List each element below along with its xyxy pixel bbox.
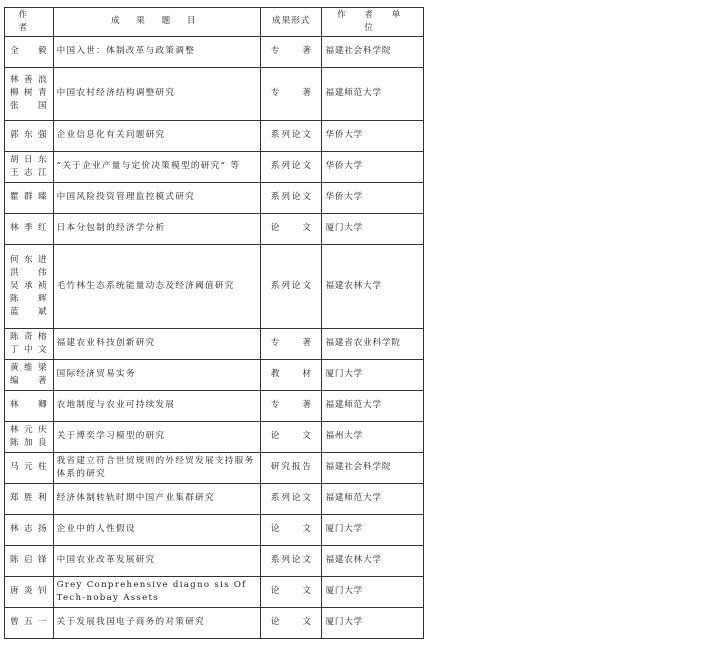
header-unit: 作 者 单 位: [322, 8, 424, 37]
cell-title: 企业中的人性假设: [53, 514, 260, 545]
cell-type: 系列论文: [260, 545, 322, 576]
cell-unit: 华侨大学: [322, 120, 424, 151]
cell-author: [5, 390, 54, 421]
author-name: 林善浪: [10, 75, 48, 86]
cell-unit: 福建省农业科学院: [322, 328, 424, 359]
cell-unit: 福建农林大学: [322, 244, 424, 328]
author-name: 林元庆: [10, 424, 48, 435]
header-title: 成 果 题 目: [53, 8, 260, 37]
cell-title: 企业信息化有关问题研究: [53, 120, 260, 151]
cell-type: 专 著: [260, 67, 322, 120]
author-name: 吴承祯: [10, 280, 48, 291]
author-name: 陈加良: [10, 437, 48, 448]
author-name: 郭东强: [10, 130, 48, 141]
author-name: 全 毅: [10, 46, 48, 57]
author-name: 郑胜利: [10, 493, 48, 504]
cell-type: 系列论文: [260, 244, 322, 328]
cell-unit: 厦门大学: [322, 213, 424, 244]
author-name: 王志江: [10, 167, 48, 178]
author-name: 林 卿: [10, 400, 48, 411]
cell-unit: 华侨大学: [322, 151, 424, 182]
cell-author: [5, 182, 54, 213]
author-name: 编 著: [10, 375, 48, 386]
cell-unit: 福建农林大学: [322, 545, 424, 576]
author-name: 唐炎钊: [10, 586, 48, 597]
cell-unit: 福州大学: [322, 421, 424, 452]
cell-title: 中国风险投资管理监控模式研究: [53, 182, 260, 213]
table-body: [5, 36, 424, 638]
author-name: 马元柱: [10, 462, 48, 473]
table-row: [5, 545, 424, 576]
cell-unit: 福建师范大学: [322, 67, 424, 120]
cell-title: 日本分包制的经济学分析: [53, 213, 260, 244]
cell-type: 专 著: [260, 390, 322, 421]
table-row: [5, 607, 424, 638]
cell-author: [5, 607, 54, 638]
cell-unit: 福建师范大学: [322, 390, 424, 421]
cell-author: [5, 67, 54, 120]
header-type: 成果形式: [260, 8, 322, 37]
cell-type: 系列论文: [260, 120, 322, 151]
cell-author: [5, 328, 54, 359]
cell-author: [5, 151, 54, 182]
author-name: 林季红: [10, 223, 48, 234]
table-row: [5, 576, 424, 607]
cell-type: 研究报告: [260, 452, 322, 483]
cell-author: [5, 452, 54, 483]
cell-type: 专 著: [260, 36, 322, 67]
table-row: [5, 120, 424, 151]
table-row: [5, 67, 424, 120]
author-name: 陈 辉: [10, 293, 48, 304]
cell-title: 福建农业科技创新研究: [53, 328, 260, 359]
cell-type: 教 材: [260, 359, 322, 390]
cell-unit: 厦门大学: [322, 576, 424, 607]
table-row: [5, 182, 424, 213]
table-row: [5, 452, 424, 483]
author-name: 曾五一: [10, 617, 48, 628]
cell-title: 关于博奕学习模型的研究: [53, 421, 260, 452]
cell-title: 经济体制转轨时期中国产业集群研究: [53, 483, 260, 514]
cell-title: 关于发展我国电子商务的对策研究: [53, 607, 260, 638]
cell-author: [5, 213, 54, 244]
cell-author: [5, 545, 54, 576]
cell-unit: 厦门大学: [322, 607, 424, 638]
cell-type: 系列论文: [260, 483, 322, 514]
cell-type: 论 文: [260, 213, 322, 244]
cell-type: 论 文: [260, 576, 322, 607]
cell-title: 国际经济贸易实务: [53, 359, 260, 390]
cell-author: [5, 514, 54, 545]
table-row: [5, 483, 424, 514]
cell-author: [5, 120, 54, 151]
author-name: 丁中文: [10, 344, 48, 355]
author-name: 林志扬: [10, 524, 48, 535]
cell-unit: 厦门大学: [322, 514, 424, 545]
cell-type: 专 著: [260, 328, 322, 359]
table-row: [5, 36, 424, 67]
author-name: 洪 伟: [10, 267, 48, 278]
table-row: [5, 244, 424, 328]
table-row: [5, 514, 424, 545]
cell-author: [5, 36, 54, 67]
cell-unit: 华侨大学: [322, 182, 424, 213]
author-name: 柳树青: [10, 88, 48, 99]
cell-author: [5, 483, 54, 514]
achievements-table: [4, 7, 424, 639]
table-row: [5, 359, 424, 390]
cell-title: 中国入世：体制改革与政策调整: [53, 36, 260, 67]
table-row: [5, 390, 424, 421]
cell-unit: 厦门大学: [322, 359, 424, 390]
table-row: [5, 421, 424, 452]
cell-author: [5, 359, 54, 390]
author-name: 陈启锋: [10, 555, 48, 566]
table-row: [5, 213, 424, 244]
author-name: 何东进: [10, 255, 48, 266]
author-name: 胡日东: [10, 154, 48, 165]
cell-type: 论 文: [260, 421, 322, 452]
author-name: 蓝 斌: [10, 306, 48, 317]
cell-title: 中国农业改革发展研究: [53, 545, 260, 576]
cell-type: 论 文: [260, 607, 322, 638]
cell-title: 我省建立符合世贸规则的外经贸发展支持服务体系的研究: [53, 452, 260, 483]
cell-type: 论 文: [260, 514, 322, 545]
header-row: [5, 8, 424, 37]
cell-title: 农地制度与农业可持续发展: [53, 390, 260, 421]
cell-title: 中国农村经济结构调整研究: [53, 67, 260, 120]
cell-title: 毛竹林生态系统能量动态及经济阈值研究: [53, 244, 260, 328]
cell-author: [5, 244, 54, 328]
cell-unit: 福建社会科学院: [322, 36, 424, 67]
cell-title: Grey Conprehensive diagno sis Of Tech-nobay Assets: [53, 576, 260, 607]
cell-type: 系列论文: [260, 151, 322, 182]
table-row: [5, 328, 424, 359]
header-author: 作 者: [5, 8, 54, 37]
author-name: 黄维梁: [10, 362, 48, 373]
cell-type: 系列论文: [260, 182, 322, 213]
cell-author: [5, 421, 54, 452]
author-name: 张 国: [10, 101, 48, 112]
author-name: 瞿群臻: [10, 192, 48, 203]
cell-unit: 福建社会科学院: [322, 452, 424, 483]
author-name: 陈奇榕: [10, 331, 48, 342]
cell-unit: 福建师范大学: [322, 483, 424, 514]
cell-author: [5, 576, 54, 607]
cell-title: “关于企业产量与定价决策模型的研究” 等: [53, 151, 260, 182]
table-row: [5, 151, 424, 182]
